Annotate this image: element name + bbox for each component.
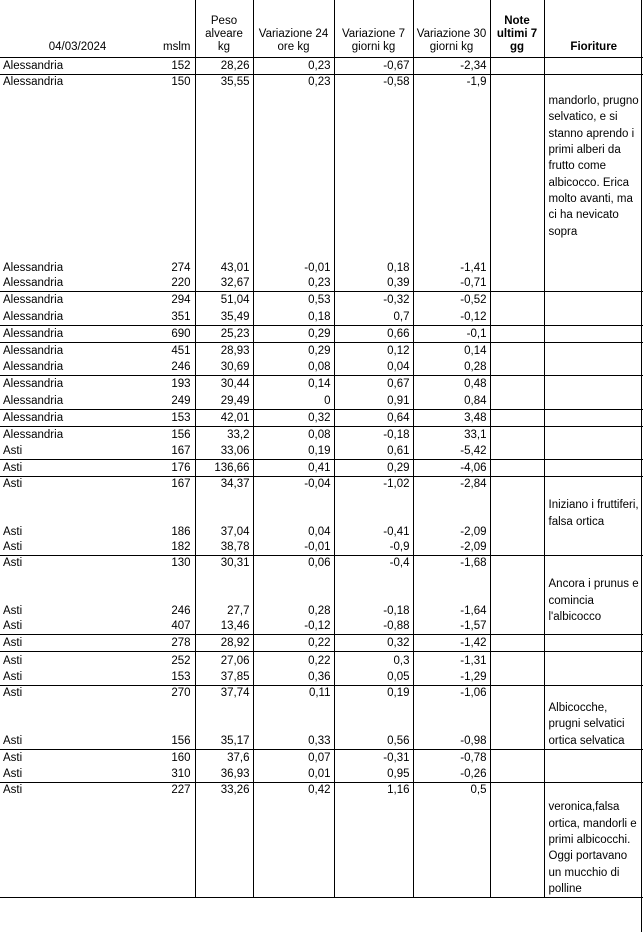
change-7d-cell[interactable]: 0,56 — [334, 734, 413, 750]
change-24h-cell[interactable]: 0,11 — [253, 685, 334, 734]
province-cell[interactable]: Alessandria — [0, 409, 153, 426]
change-7d-cell[interactable]: 0,18 — [334, 261, 413, 276]
fioriture-cell[interactable]: mandorlo, prugno selvatico, e si stanno aprendo i primi alberi da frutto come albicocco. Erica molto avanti, ma ci ha nevicato sopra — [544, 75, 643, 292]
province-cell[interactable]: Alessandria — [0, 58, 153, 75]
change-30d-cell[interactable]: -5,42 — [413, 443, 490, 460]
altitude-cell[interactable]: 130 — [153, 556, 195, 605]
header-var30[interactable]: Variazione 30 giorni kg — [413, 0, 490, 58]
weight-cell[interactable]: 37,85 — [195, 669, 253, 686]
table-row — [0, 652, 643, 669]
province-cell[interactable]: Asti — [3, 768, 23, 781]
altitude-cell[interactable]: 252 — [153, 652, 195, 669]
province-cell[interactable]: Alessandria — [0, 75, 153, 262]
altitude-cell[interactable]: 182 — [171, 541, 191, 554]
weight-cell[interactable]: 30,69 — [195, 359, 253, 376]
province-cell[interactable]: Asti — [3, 734, 23, 747]
table-row — [0, 635, 643, 652]
table-row — [0, 342, 643, 359]
change-7d-cell[interactable]: -0,67 — [334, 58, 413, 75]
note-cell[interactable] — [490, 342, 544, 375]
fioriture-cell[interactable]: Iniziano i fruttiferi, falsa ortica — [544, 477, 643, 556]
change-24h-cell[interactable]: 0,19 — [253, 443, 334, 460]
province-cell[interactable]: Asti — [3, 605, 23, 618]
change-24h-cell[interactable]: 0,22 — [253, 635, 334, 652]
header-peso[interactable]: Peso alveare kg — [195, 0, 253, 58]
fioriture-cell[interactable] — [544, 292, 643, 325]
note-cell[interactable] — [490, 783, 544, 898]
note-cell[interactable] — [490, 556, 544, 635]
change-30d-cell[interactable]: -0,1 — [413, 325, 490, 342]
weight-cell[interactable]: 36,93 — [195, 766, 253, 783]
weight-cell[interactable]: 42,01 — [195, 409, 253, 426]
change-30d-cell[interactable]: 0,28 — [413, 359, 490, 376]
weight-cell[interactable]: 136,66 — [195, 460, 253, 477]
change-30d-cell[interactable]: -0,52 — [413, 292, 490, 309]
change-30d-cell[interactable]: -2,09 — [413, 540, 490, 556]
province-cell[interactable]: Alessandria — [3, 394, 64, 407]
altitude-cell[interactable]: 270 — [153, 685, 195, 734]
change-7d-cell[interactable]: -0,9 — [334, 540, 413, 556]
weight-cell[interactable]: 30,44 — [195, 376, 253, 393]
altitude-cell[interactable]: 407 — [171, 620, 191, 633]
province-cell[interactable]: Asti — [3, 526, 23, 539]
table-row — [0, 58, 643, 75]
change-24h-cell[interactable]: 0,29 — [253, 325, 334, 342]
province-cell[interactable]: Alessandria — [3, 277, 64, 290]
altitude-cell[interactable]: 176 — [153, 460, 195, 477]
weight-cell[interactable]: 43,01 — [195, 261, 253, 276]
weight-cell[interactable]: 38,78 — [195, 540, 253, 556]
table-row — [0, 477, 643, 526]
altitude-cell[interactable]: 310 — [171, 768, 191, 781]
province-cell[interactable]: Asti — [3, 670, 23, 683]
table-row — [0, 685, 643, 734]
province-cell[interactable]: Alessandria — [0, 342, 153, 359]
fioriture-cell[interactable]: veronica,falsa ortica, mandorli e primi albicocchi. Oggi portavano un mucchio di polline — [544, 783, 643, 898]
table-row — [0, 325, 643, 342]
province-cell[interactable]: Asti — [3, 541, 23, 554]
header-note[interactable]: Note ultimi 7 gg — [490, 0, 544, 58]
change-24h-cell[interactable]: 0,53 — [253, 292, 334, 309]
altitude-cell[interactable]: 153 — [171, 670, 191, 683]
change-30d-cell[interactable]: -1,42 — [413, 635, 490, 652]
change-7d-cell[interactable]: 0,19 — [334, 685, 413, 734]
change-24h-cell[interactable]: 0,33 — [253, 734, 334, 750]
note-cell[interactable] — [490, 409, 544, 426]
weight-cell[interactable]: 51,04 — [195, 292, 253, 309]
note-cell[interactable] — [490, 292, 544, 325]
note-cell[interactable] — [490, 477, 544, 556]
altitude-cell[interactable]: 152 — [153, 58, 195, 75]
weight-cell[interactable]: 35,49 — [195, 308, 253, 325]
weight-cell[interactable]: 28,26 — [195, 58, 253, 75]
change-24h-cell[interactable]: 0,18 — [253, 308, 334, 325]
altitude-cell[interactable]: 278 — [153, 635, 195, 652]
change-7d-cell[interactable]: 0,04 — [334, 359, 413, 376]
change-24h-cell[interactable]: 0,42 — [253, 783, 334, 898]
province-cell[interactable]: Asti — [3, 445, 23, 458]
change-30d-cell[interactable]: 3,48 — [413, 409, 490, 426]
header-row — [0, 0, 643, 58]
change-30d-cell[interactable]: 0,48 — [413, 376, 490, 393]
altitude-cell[interactable]: 153 — [153, 409, 195, 426]
weight-cell[interactable]: 35,55 — [195, 75, 253, 262]
change-7d-cell[interactable]: 0,3 — [334, 652, 413, 669]
table-row — [0, 409, 643, 426]
change-24h-cell[interactable]: 0 — [253, 392, 334, 409]
change-7d-cell[interactable]: 0,32 — [334, 635, 413, 652]
note-cell[interactable] — [490, 376, 544, 409]
table-body — [0, 58, 643, 898]
change-30d-cell[interactable]: -2,34 — [413, 58, 490, 75]
change-30d-cell[interactable]: -1,29 — [413, 669, 490, 686]
fioriture-cell[interactable] — [544, 409, 643, 426]
change-24h-cell[interactable]: 0,41 — [253, 460, 334, 477]
header-date[interactable]: 04/03/2024 — [0, 0, 153, 58]
change-7d-cell[interactable]: 0,05 — [334, 669, 413, 686]
change-30d-cell[interactable]: -1,31 — [413, 652, 490, 669]
header-var7[interactable]: Variazione 7 giorni kg — [334, 0, 413, 58]
altitude-cell[interactable]: 193 — [153, 376, 195, 393]
province-cell[interactable]: Asti — [0, 783, 153, 898]
change-24h-cell[interactable]: 0,36 — [253, 669, 334, 686]
province-cell[interactable]: Asti — [0, 635, 153, 652]
altitude-cell[interactable]: 274 — [171, 262, 191, 275]
note-cell[interactable] — [490, 325, 544, 342]
change-30d-cell[interactable]: -0,71 — [413, 276, 490, 292]
change-24h-cell[interactable]: 0,23 — [253, 58, 334, 75]
weight-cell[interactable]: 35,17 — [195, 734, 253, 750]
change-7d-cell[interactable]: 0,61 — [334, 443, 413, 460]
note-cell[interactable] — [490, 685, 544, 749]
change-24h-cell[interactable]: -0,01 — [253, 261, 334, 276]
change-7d-cell[interactable]: 0,66 — [334, 325, 413, 342]
change-30d-cell[interactable]: -0,12 — [413, 308, 490, 325]
change-30d-cell[interactable]: 33,1 — [413, 426, 490, 443]
altitude-cell[interactable]: 294 — [153, 292, 195, 309]
table-row — [0, 376, 643, 393]
altitude-cell[interactable]: 220 — [171, 277, 191, 290]
fioriture-cell[interactable] — [544, 460, 643, 477]
change-30d-cell[interactable]: 0,5 — [413, 783, 490, 898]
province-cell[interactable]: Alessandria — [3, 310, 64, 323]
change-24h-cell[interactable]: 0,08 — [253, 426, 334, 443]
change-7d-cell[interactable]: 0,29 — [334, 460, 413, 477]
change-7d-cell[interactable]: -0,4 — [334, 556, 413, 605]
province-cell[interactable]: Asti — [0, 460, 153, 477]
weight-cell[interactable]: 28,92 — [195, 635, 253, 652]
weight-cell[interactable]: 33,26 — [195, 783, 253, 898]
weight-cell[interactable]: 37,6 — [195, 749, 253, 766]
fioriture-cell[interactable] — [544, 325, 643, 342]
fioriture-cell[interactable] — [544, 58, 643, 75]
altitude-cell[interactable]: 167 — [153, 477, 195, 526]
change-30d-cell[interactable]: 0,14 — [413, 342, 490, 359]
weight-cell[interactable]: 33,06 — [195, 443, 253, 460]
note-cell[interactable] — [490, 58, 544, 75]
province-cell[interactable]: Alessandria — [3, 262, 64, 275]
altitude-cell[interactable]: 246 — [171, 605, 191, 618]
change-30d-cell[interactable]: -1,68 — [413, 556, 490, 605]
weight-cell[interactable]: 37,04 — [195, 525, 253, 540]
fioriture-cell[interactable]: Ancora i prunus e comincia l'albicocco — [544, 556, 643, 635]
table-row — [0, 783, 643, 898]
altitude-cell[interactable]: 451 — [153, 342, 195, 359]
weight-cell[interactable]: 33,2 — [195, 426, 253, 443]
header-fioriture[interactable]: Fioriture — [544, 0, 643, 58]
weight-cell[interactable]: 27,06 — [195, 652, 253, 669]
change-30d-cell[interactable]: -1,64 — [413, 604, 490, 619]
province-cell[interactable]: Asti — [0, 685, 153, 734]
table-row — [0, 460, 643, 477]
altitude-cell[interactable]: 246 — [171, 361, 191, 374]
header-mslm[interactable]: mslm — [153, 0, 195, 58]
change-30d-cell[interactable]: -0,78 — [413, 749, 490, 766]
change-24h-cell[interactable]: 0,01 — [253, 766, 334, 783]
fioriture-cell[interactable] — [544, 635, 643, 652]
province-cell[interactable]: Asti — [0, 749, 153, 766]
note-cell[interactable] — [490, 652, 544, 685]
fioriture-cell[interactable]: Albicocche, prugni selvatici ortica selvatica — [544, 685, 643, 749]
fioriture-cell[interactable] — [544, 342, 643, 375]
weight-cell[interactable]: 30,31 — [195, 556, 253, 605]
change-24h-cell[interactable]: 0,23 — [253, 75, 334, 262]
altitude-cell[interactable]: 167 — [171, 445, 191, 458]
change-24h-cell[interactable]: 0,14 — [253, 376, 334, 393]
table-row — [0, 75, 643, 262]
change-30d-cell[interactable]: -2,84 — [413, 477, 490, 526]
note-cell[interactable] — [490, 460, 544, 477]
province-cell[interactable]: Alessandria — [0, 376, 153, 393]
change-7d-cell[interactable]: 0,39 — [334, 276, 413, 292]
change-7d-cell[interactable]: -0,18 — [334, 604, 413, 619]
change-7d-cell[interactable]: 0,64 — [334, 409, 413, 426]
header-var24[interactable]: Variazione 24 ore kg — [253, 0, 334, 58]
change-7d-cell[interactable]: 0,91 — [334, 392, 413, 409]
change-30d-cell[interactable]: -4,06 — [413, 460, 490, 477]
weight-cell[interactable]: 27,7 — [195, 604, 253, 619]
change-24h-cell[interactable]: 0,28 — [253, 604, 334, 619]
altitude-cell[interactable]: 227 — [153, 783, 195, 898]
note-cell[interactable] — [490, 749, 544, 782]
weight-cell[interactable]: 13,46 — [195, 619, 253, 635]
province-cell[interactable]: Asti — [0, 556, 153, 605]
change-7d-cell[interactable]: -0,41 — [334, 525, 413, 540]
change-30d-cell[interactable]: -1,06 — [413, 685, 490, 734]
province-cell[interactable]: Asti — [0, 652, 153, 669]
fioriture-cell[interactable] — [544, 376, 643, 409]
change-30d-cell[interactable]: -1,57 — [413, 619, 490, 635]
altitude-cell[interactable]: 150 — [153, 75, 195, 262]
altitude-cell[interactable]: 351 — [171, 310, 191, 323]
weight-cell[interactable]: 32,67 — [195, 276, 253, 292]
change-30d-cell[interactable]: 0,84 — [413, 392, 490, 409]
change-24h-cell[interactable]: 0,32 — [253, 409, 334, 426]
change-24h-cell[interactable]: -0,12 — [253, 619, 334, 635]
change-30d-cell[interactable]: -0,98 — [413, 734, 490, 750]
note-cell[interactable] — [490, 635, 544, 652]
change-24h-cell[interactable]: 0,07 — [253, 749, 334, 766]
province-cell[interactable]: Alessandria — [0, 426, 153, 443]
table-row — [0, 292, 643, 309]
table-row — [0, 749, 643, 766]
table-row — [0, 426, 643, 443]
change-30d-cell[interactable]: -1,9 — [413, 75, 490, 262]
fioriture-cell[interactable] — [544, 652, 643, 685]
weight-cell[interactable]: 37,74 — [195, 685, 253, 734]
change-24h-cell[interactable]: 0,23 — [253, 276, 334, 292]
altitude-cell[interactable]: 156 — [153, 426, 195, 443]
province-cell[interactable]: Alessandria — [0, 325, 153, 342]
altitude-cell[interactable]: 156 — [171, 734, 191, 747]
note-cell[interactable] — [490, 426, 544, 459]
note-cell[interactable] — [490, 75, 544, 292]
province-cell[interactable]: Asti — [3, 620, 23, 633]
change-24h-cell[interactable]: -0,04 — [253, 477, 334, 526]
change-24h-cell[interactable]: 0,29 — [253, 342, 334, 359]
fioriture-cell[interactable] — [544, 426, 643, 459]
change-7d-cell[interactable]: -0,32 — [334, 292, 413, 309]
change-7d-cell[interactable]: -0,88 — [334, 619, 413, 635]
change-24h-cell[interactable]: -0,01 — [253, 540, 334, 556]
change-7d-cell[interactable]: 1,16 — [334, 783, 413, 898]
weight-cell[interactable]: 25,23 — [195, 325, 253, 342]
change-7d-cell[interactable]: -0,58 — [334, 75, 413, 262]
change-24h-cell[interactable]: 0,04 — [253, 525, 334, 540]
change-24h-cell[interactable]: 0,22 — [253, 652, 334, 669]
altitude-cell[interactable]: 690 — [153, 325, 195, 342]
change-7d-cell[interactable]: -1,02 — [334, 477, 413, 526]
province-cell[interactable]: Alessandria — [3, 361, 64, 374]
change-7d-cell[interactable]: -0,31 — [334, 749, 413, 766]
change-24h-cell[interactable]: 0,08 — [253, 359, 334, 376]
altitude-cell[interactable]: 249 — [171, 394, 191, 407]
change-7d-cell[interactable]: 0,95 — [334, 766, 413, 783]
change-7d-cell[interactable]: -0,18 — [334, 426, 413, 443]
change-30d-cell[interactable]: -0,26 — [413, 766, 490, 783]
altitude-cell[interactable]: 160 — [153, 749, 195, 766]
change-24h-cell[interactable]: 0,06 — [253, 556, 334, 605]
change-7d-cell[interactable]: 0,12 — [334, 342, 413, 359]
change-7d-cell[interactable]: 0,67 — [334, 376, 413, 393]
altitude-cell[interactable]: 186 — [171, 526, 191, 539]
change-30d-cell[interactable]: -2,09 — [413, 525, 490, 540]
change-7d-cell[interactable]: 0,7 — [334, 308, 413, 325]
weight-cell[interactable]: 34,37 — [195, 477, 253, 526]
table-row — [0, 556, 643, 605]
change-30d-cell[interactable]: -1,41 — [413, 261, 490, 276]
province-cell[interactable]: Asti — [0, 477, 153, 526]
province-cell[interactable]: Alessandria — [0, 292, 153, 309]
weight-cell[interactable]: 28,93 — [195, 342, 253, 359]
fioriture-cell[interactable] — [544, 749, 643, 782]
weight-cell[interactable]: 29,49 — [195, 392, 253, 409]
